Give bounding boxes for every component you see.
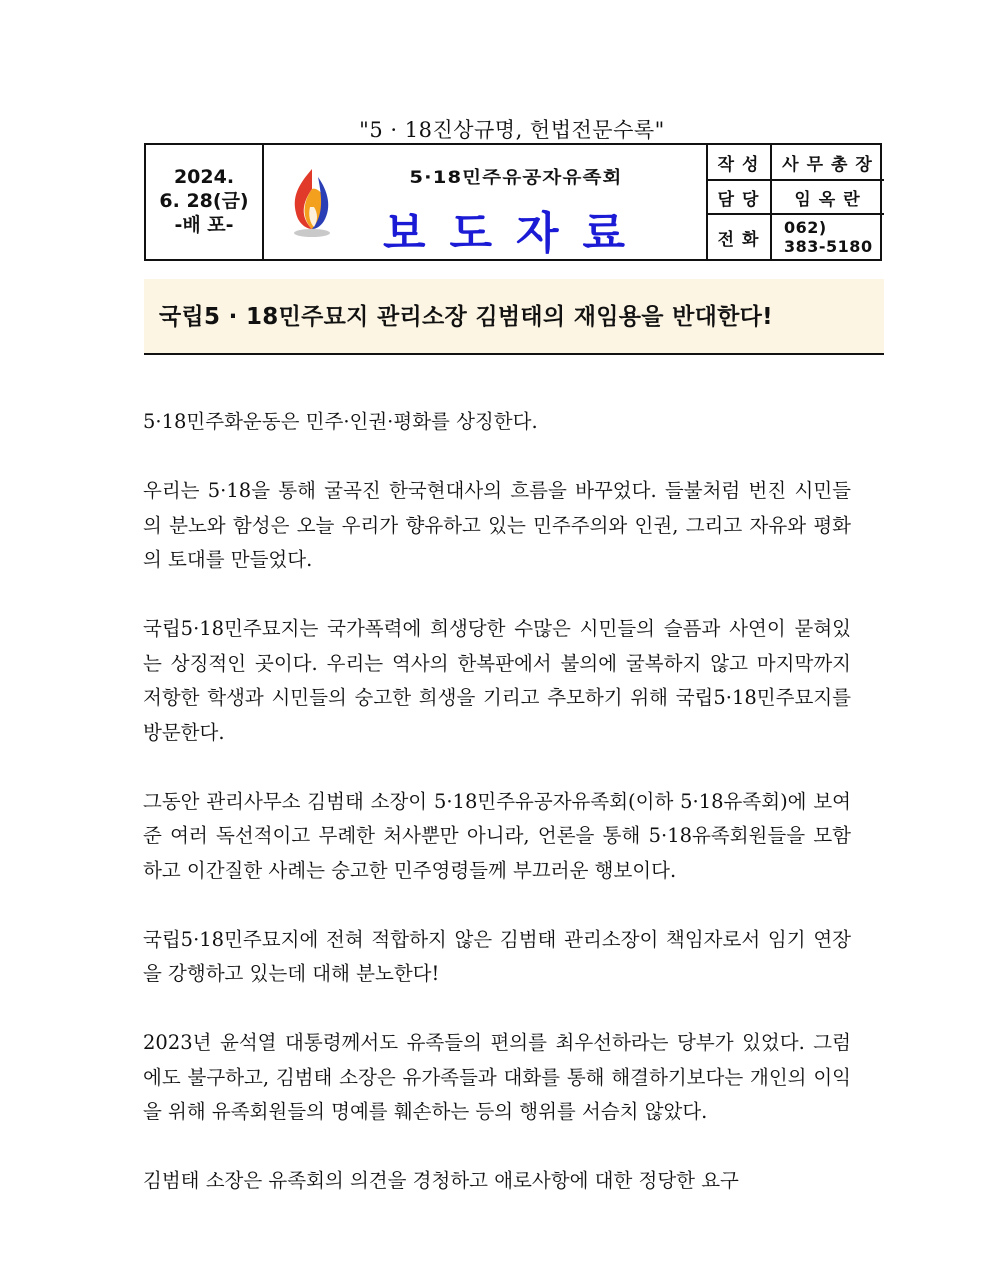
paragraph-6: 2023년 윤석열 대통령께서도 유족들의 편의를 최우선하라는 당부가 있었다. 그럼에도 불구하고, 김범태 소장은 유가족들과 대화를 통해 해결하기보다는 개인의 이익을 위해 유족회원들의 명예를 훼손하는 등의 행위를 서슴치 않았다. [143,1031,851,1123]
press-release-title: 보도자료 [382,208,649,259]
phone-label: 전화 [708,215,772,259]
release-date-cell [146,145,264,259]
paragraph-5: 국립5·18민주묘지에 전혀 적합하지 않은 김범태 관리소장이 책임자로서 임기 연장을 강행하고 있는데 대해 분노한다! [143,927,851,985]
contact-info-table [706,145,884,259]
press-release-header [144,143,882,261]
contact-person-row [708,181,884,215]
logo-cell [266,145,706,259]
contact-person-value: 임옥란 [794,189,868,210]
author-value: 사무총장 [782,154,880,175]
author-row [708,145,884,181]
release-year: 2024. [173,166,235,188]
paragraph-7: 김범태 소장은 유족회의 의견을 경청하고 애로사항에 대한 정당한 요구 [143,1169,739,1192]
phone-number: 383-5180 [784,237,873,256]
phone-row [708,215,884,259]
paragraph-3: 국립5·18민주묘지는 국가폭력에 희생당한 수많은 시민들의 슬픔과 사연이 묻혀있는 상징적인 곳이다. 우리는 역사의 한복판에서 불의에 굴복하지 않고 마지막까지 저항한 학생과 시민들의 숭고한 희생을 기리고 추모하기 위해 국립5·18민주묘지를 방문한다. [143,617,851,744]
distribution-label: -배 포- [174,214,234,236]
organization-name: 5·18민주유공자유족회 [409,168,623,188]
headline: 국립5 · 18민주묘지 관리소장 김범태의 재임용을 반대한다! [144,279,884,355]
phone-value [774,215,882,259]
paragraph-1: 5·18민주화운동은 민주·인권·평화를 상징한다. [143,410,538,433]
release-date: 6. 28(금) [159,190,249,212]
author-label: 작성 [708,145,772,179]
article-body [143,405,851,1233]
contact-person-label: 담당 [708,181,772,213]
flame-logo-icon [288,167,336,239]
slogan-heading: "5 · 18진상규명, 헌법전문수록" [359,118,665,142]
phone-area-code: 062) [784,218,827,237]
paragraph-2: 우리는 5·18을 통해 굴곡진 한국현대사의 흐름을 바꾸었다. 들불처럼 번진 시민들의 분노와 함성은 오늘 우리가 향유하고 있는 민주주의와 인권, 그리고 자유와 평화의 토대를 만들었다. [143,479,851,571]
paragraph-4: 그동안 관리사무소 김범태 소장이 5·18민주유공자유족회(이하 5·18유족회)에 보여준 여러 독선적이고 무례한 처사뿐만 아니라, 언론을 통해 5·18유족회원들을 모함하고 이간질한 사례는 숭고한 민주영령들께 부끄러운 행보이다. [143,789,851,882]
